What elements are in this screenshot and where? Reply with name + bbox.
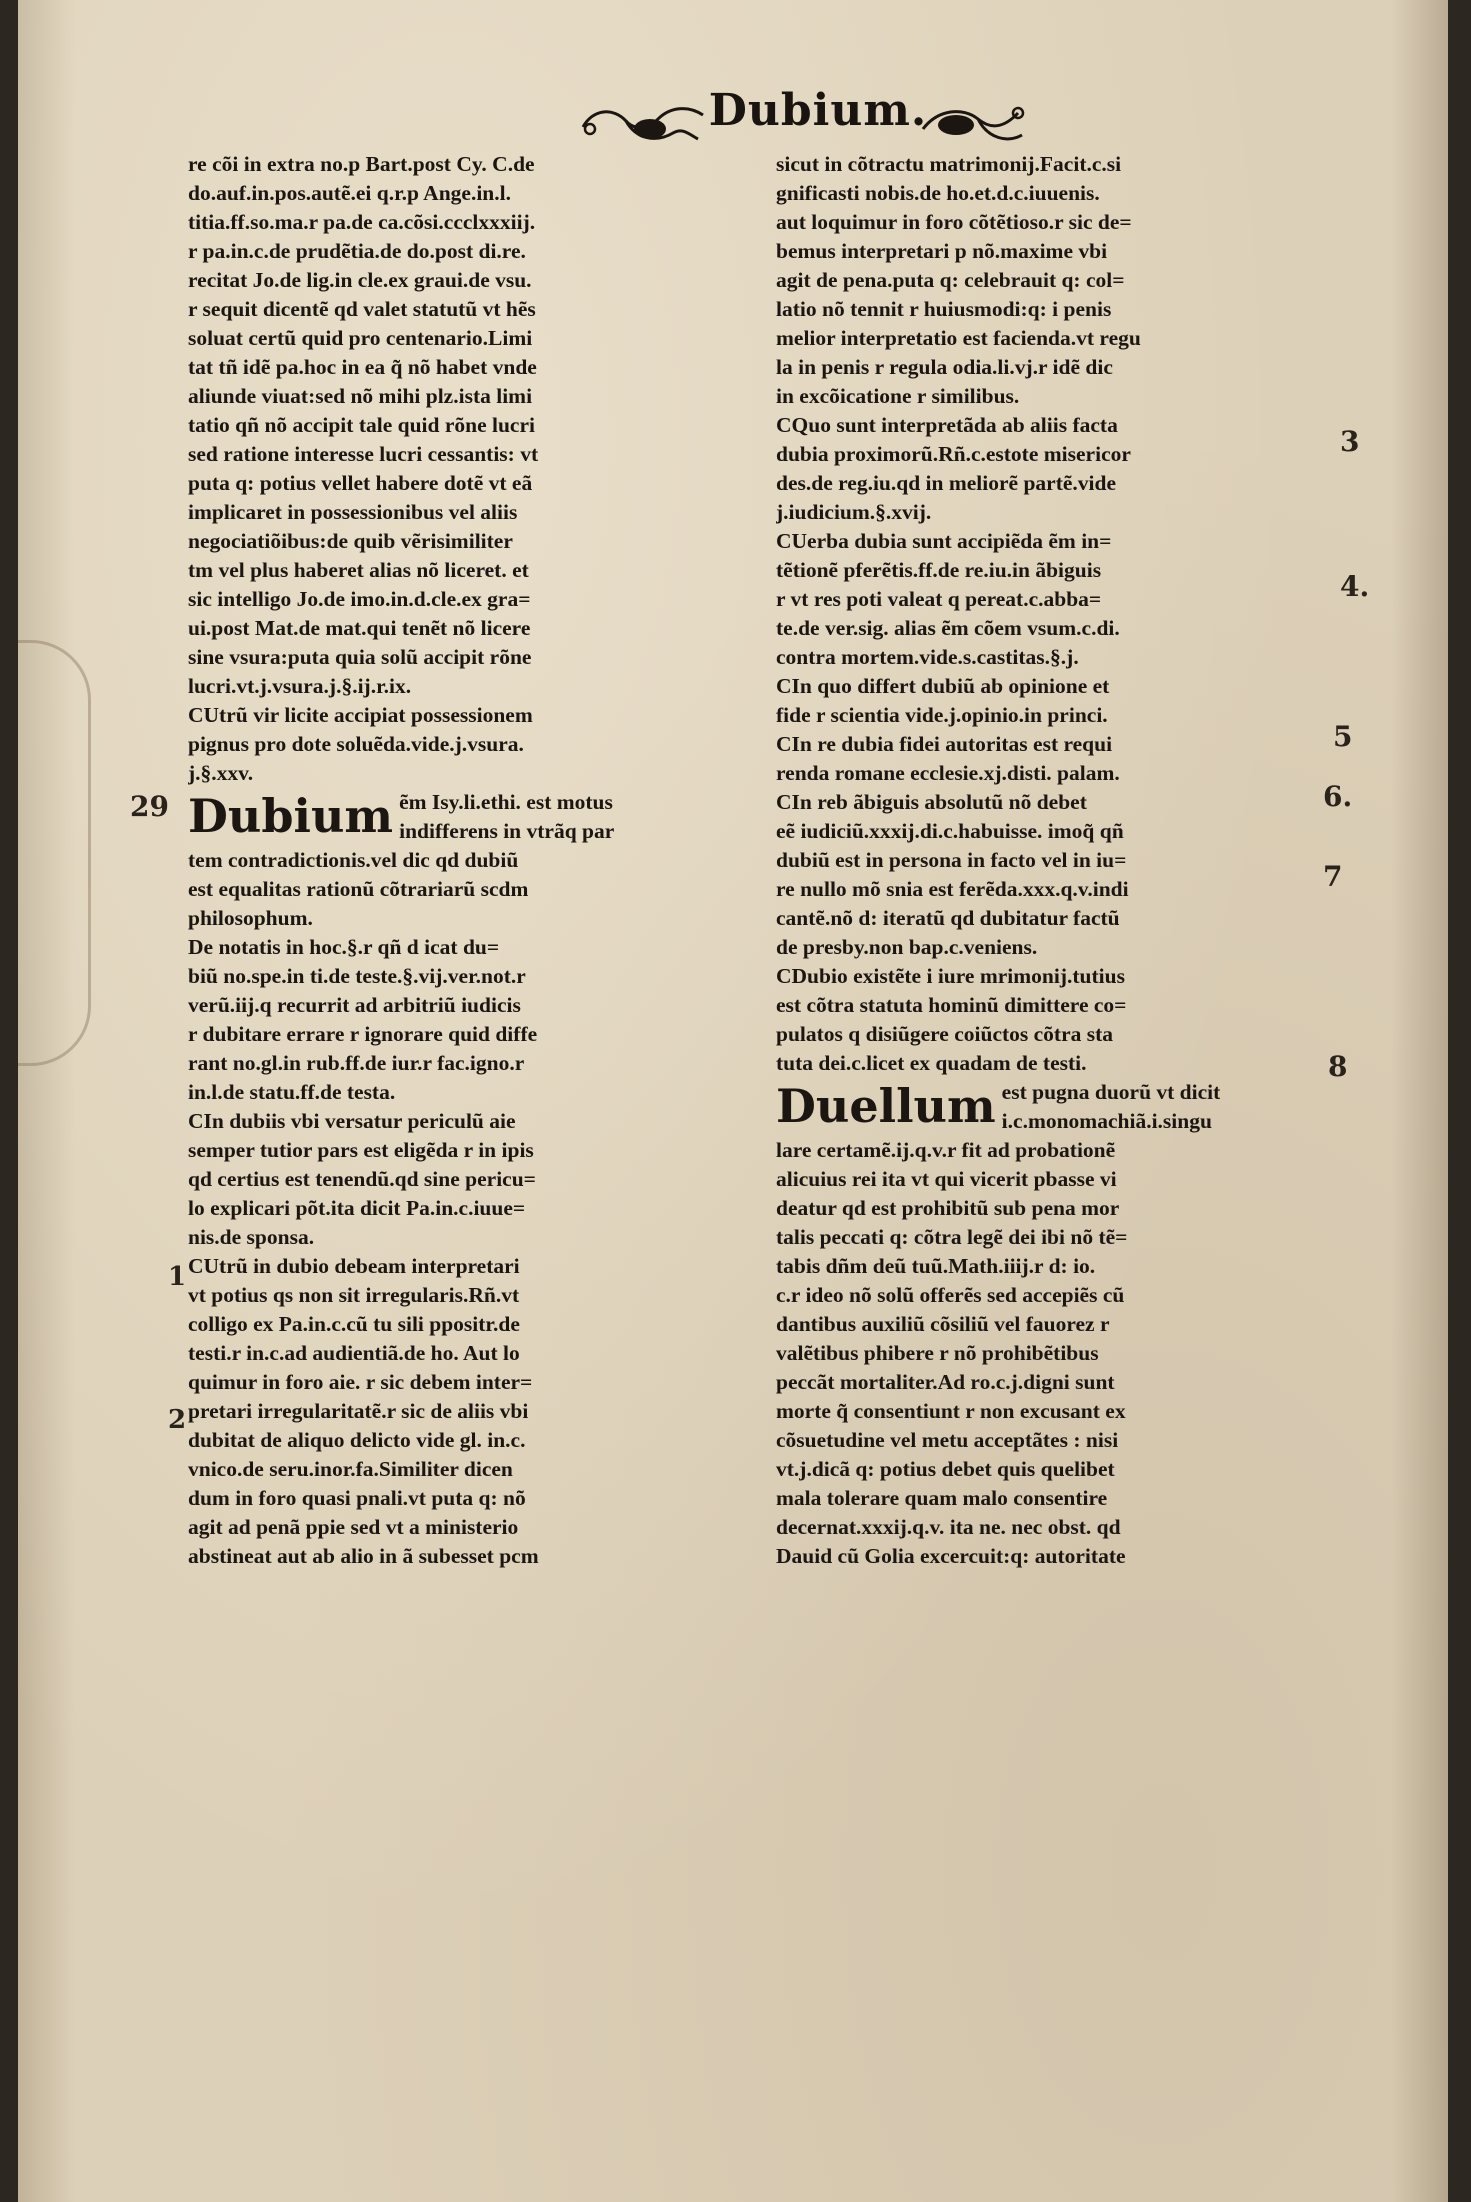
text-line: dantibus auxiliũ cõsiliũ vel fauorez r xyxy=(776,1312,1110,1336)
text-line: renda romane ecclesie.xj.disti. palam. xyxy=(776,761,1120,785)
text-line: re cõi in extra no.p Bart.post Cy. C.de xyxy=(188,152,535,176)
text-line: decernat.xxxij.q.v. ita ne. nec obst. qd xyxy=(776,1515,1121,1539)
text-line: verũ.iij.q recurrit ad arbitriũ iudicis xyxy=(188,993,521,1017)
text-line: CIn reb ãbiguis absolutũ nõ debet xyxy=(776,790,1087,814)
text-line: j.§.xxv. xyxy=(188,761,254,785)
margin-number-2: 2 xyxy=(168,1405,187,1435)
text-line: tuta dei.c.licet ex quadam de testi. xyxy=(776,1051,1087,1075)
text-line: pulatos q disiũgere coiũctos cõtra sta xyxy=(776,1022,1114,1046)
text-line: in excõicatione r similibus. xyxy=(776,384,1020,408)
text-line: CIn quo differt dubiũ ab opinione et xyxy=(776,674,1110,698)
text-line: sed ratione interesse lucri cessantis: vt xyxy=(188,442,539,466)
text-line: CDubio existẽte i iure mrimonij.tutius xyxy=(776,964,1125,988)
entry-heading-dubium xyxy=(188,788,758,846)
text-line: est pugna duorũ vt dicit xyxy=(1001,1080,1221,1104)
text-line: eẽ iudiciũ.xxxij.di.c.habuisse. imoq̃ qñ xyxy=(776,819,1124,843)
right-text-block-bottom xyxy=(776,1136,1336,1571)
text-line: dubia proximorũ.Rñ.c.estote misericor xyxy=(776,442,1131,466)
text-line: cõsuetudine vel metu acceptãtes : nisi xyxy=(776,1428,1119,1452)
margin-number-29: 29 xyxy=(130,790,169,823)
text-line: fide r scientia vide.j.opinio.in princi. xyxy=(776,703,1108,727)
text-line: indifferens in vtrãq par xyxy=(399,819,615,843)
text-line: lo explicari põt.ita dicit Pa.in.c.iuue= xyxy=(188,1196,526,1220)
text-line: ẽm Isy.li.ethi. est motus xyxy=(399,790,613,814)
text-line: dubitat de aliquo delicto vide gl. in.c. xyxy=(188,1428,526,1452)
text-line: sine vsura:puta quia solũ accipit rõne xyxy=(188,645,532,669)
text-line: agit de pena.puta q: celebrauit q: col= xyxy=(776,268,1125,292)
entry-heading-word: Dubium xyxy=(188,789,394,843)
text-line: la in penis r regula odia.li.vj.r idẽ dic xyxy=(776,355,1113,379)
text-line: negociatiõibus:de quib vẽrisimiliter xyxy=(188,529,513,553)
text-line: soluat certũ quid pro centenario.Limi xyxy=(188,326,533,350)
text-line: r dubitare errare r ignorare quid diffe xyxy=(188,1022,538,1046)
text-line: tabis dñm deũ tuũ.Math.iiij.r d: io. xyxy=(776,1254,1096,1278)
clasp-impression xyxy=(18,640,91,1066)
text-line: ui.post Mat.de mat.qui tenẽt nõ licere xyxy=(188,616,531,640)
text-line: est cõtra statuta hominũ dimittere co= xyxy=(776,993,1127,1017)
right-text-column xyxy=(776,150,1336,1770)
text-line: colligo ex Pa.in.c.cũ tu sili ppositr.de xyxy=(188,1312,520,1336)
right-text-block-top xyxy=(776,150,1336,1078)
text-line: semper tutior pars est eligẽda r in ipis xyxy=(188,1138,534,1162)
margin-number-8: 8 xyxy=(1328,1050,1348,1083)
text-line: lare certamẽ.ij.q.v.r fit ad probationẽ xyxy=(776,1138,1116,1162)
text-line: latio nõ tennit r huiusmodi:q: i penis xyxy=(776,297,1112,321)
text-line: CUerba dubia sunt accipiẽda ẽm in= xyxy=(776,529,1112,553)
text-line: alicuius rei ita vt qui vicerit pbasse vi xyxy=(776,1167,1117,1191)
text-line: testi.r in.c.ad audientiã.de ho. Aut lo xyxy=(188,1341,520,1365)
text-line: morte q̃ consentiunt r non excusant ex xyxy=(776,1399,1126,1423)
text-line: te.de ver.sig. alias ẽm cõem vsum.c.di. xyxy=(776,616,1120,640)
margin-number-3: 3 xyxy=(1340,425,1360,458)
text-line: deatur qd est prohibitũ sub pena mor xyxy=(776,1196,1120,1220)
text-line: bemus interpretari p nõ.maxime vbi xyxy=(776,239,1108,263)
text-line: De notatis in hoc.§.r qñ d icat du= xyxy=(188,935,500,959)
text-line: r pa.in.c.de prudẽtia.de do.post di.re. xyxy=(188,239,526,263)
text-line: pignus pro dote soluẽda.vide.j.vsura. xyxy=(188,732,524,756)
right-ornament-icon xyxy=(918,99,1028,149)
text-line: vt.j.dicã q: potius debet quis quelibet xyxy=(776,1457,1115,1481)
text-line: tm vel plus haberet alias nõ liceret. et xyxy=(188,558,529,582)
text-line: rant no.gl.in rub.ff.de iur.r fac.igno.r xyxy=(188,1051,525,1075)
text-line: cantẽ.nõ d: iteratũ qd dubitatur factũ xyxy=(776,906,1120,930)
text-line: des.de reg.iu.qd in meliorẽ partẽ.vide xyxy=(776,471,1117,495)
text-line: peccãt mortaliter.Ad ro.c.j.digni sunt xyxy=(776,1370,1115,1394)
text-line: pretari irregularitatẽ.r sic de aliis vbi xyxy=(188,1399,529,1423)
text-line: in.l.de statu.ff.de testa. xyxy=(188,1080,396,1104)
text-line: titia.ff.so.ma.r pa.de ca.cõsi.ccclxxxiij. xyxy=(188,210,536,234)
text-line: gnificasti nobis.de ho.et.d.c.iuuenis. xyxy=(776,181,1100,205)
text-line: Dauid cũ Golia excercuit:q: autoritate xyxy=(776,1544,1126,1568)
text-line: biũ no.spe.in ti.de teste.§.vij.ver.not.r xyxy=(188,964,526,988)
text-line: sic intelligo Jo.de imo.in.d.cle.ex gra= xyxy=(188,587,531,611)
left-text-column xyxy=(188,150,758,1770)
text-line: abstineat aut ab alio in ã subesset pcm xyxy=(188,1544,539,1568)
text-line: talis peccati q: cõtra legẽ dei ibi nõ tẽ= xyxy=(776,1225,1128,1249)
text-line: tẽtionẽ pferẽtis.ff.de re.iu.in ãbiguis xyxy=(776,558,1102,582)
text-line: vnico.de seru.inor.fa.Similiter dicen xyxy=(188,1457,513,1481)
page-header xyxy=(578,85,1028,155)
margin-number-6: 6. xyxy=(1323,780,1353,813)
text-line: lucri.vt.j.vsura.j.§.ij.r.ix. xyxy=(188,674,412,698)
entry-heading-duellum xyxy=(776,1078,1336,1136)
text-line: qd certius est tenendũ.qd sine pericu= xyxy=(188,1167,536,1191)
margin-number-7: 7 xyxy=(1323,860,1343,893)
text-line: implicaret in possessionibus vel aliis xyxy=(188,500,518,524)
entry-heading-lines xyxy=(399,788,614,846)
margin-number-4: 4. xyxy=(1340,570,1370,603)
text-line: re nullo mõ snia est ferẽda.xxx.q.v.indi xyxy=(776,877,1129,901)
text-line: philosophum. xyxy=(188,906,313,930)
text-line: CUtrũ vir licite accipiat possessionem xyxy=(188,703,533,727)
text-line: puta q: potius vellet habere dotẽ vt eã xyxy=(188,471,533,495)
text-line: dubiũ est in persona in facto vel in iu= xyxy=(776,848,1127,872)
text-line: do.auf.in.pos.autẽ.ei q.r.p Ange.in.l. xyxy=(188,181,511,205)
text-line: tat tñ idẽ pa.hoc in ea q̃ nõ habet vnde xyxy=(188,355,537,379)
text-line: recitat Jo.de lig.in cle.ex graui.de vsu. xyxy=(188,268,532,292)
text-line: mala tolerare quam malo consentire xyxy=(776,1486,1108,1510)
text-line: CIn re dubia fidei autoritas est requi xyxy=(776,732,1113,756)
text-line: aliunde viuat:sed nõ mihi plz.ista limi xyxy=(188,384,533,408)
left-text-block-bottom xyxy=(188,846,758,1571)
text-line: CQuo sunt interpretãda ab aliis facta xyxy=(776,413,1118,437)
text-line: c.r ideo nõ solũ offerẽs sed accepiẽs cũ xyxy=(776,1283,1125,1307)
margin-number-5: 5 xyxy=(1333,720,1353,753)
text-line: vt potius qs non sit irregularis.Rñ.vt xyxy=(188,1283,520,1307)
text-line: est equalitas rationũ cõtrariarũ scdm xyxy=(188,877,529,901)
left-text-block-top xyxy=(188,150,758,788)
text-line: quimur in foro aie. r sic debem inter= xyxy=(188,1370,533,1394)
left-ornament-icon xyxy=(578,99,708,149)
text-line: dum in foro quasi pnali.vt puta q: nõ xyxy=(188,1486,526,1510)
text-line: CUtrũ in dubio debeam interpretari xyxy=(188,1254,520,1278)
text-line: contra mortem.vide.s.castitas.§.j. xyxy=(776,645,1079,669)
text-line: r vt res poti valeat q pereat.c.abba= xyxy=(776,587,1102,611)
text-line: sicut in cõtractu matrimonij.Facit.c.si xyxy=(776,152,1122,176)
entry-heading-word: Duellum xyxy=(776,1079,996,1133)
text-line: agit ad penã ppie sed vt a ministerio xyxy=(188,1515,519,1539)
margin-number-1: 1 xyxy=(168,1262,187,1292)
entry-heading-lines xyxy=(1002,1078,1221,1136)
page-title: Dubium. xyxy=(708,85,928,136)
text-line: CIn dubiis vbi versatur periculũ aie xyxy=(188,1109,516,1133)
text-line: melior interpretatio est facienda.vt regu xyxy=(776,326,1141,350)
text-line: i.c.monomachiã.i.singu xyxy=(1001,1109,1212,1133)
text-line: tem contradictionis.vel dic qd dubiũ xyxy=(188,848,519,872)
text-line: aut loquimur in foro cõtẽtioso.r sic de= xyxy=(776,210,1132,234)
text-line: tatio qñ nõ accipit tale quid rõne lucri xyxy=(188,413,535,437)
text-line: de presby.non bap.c.veniens. xyxy=(776,935,1038,959)
text-line: j.iudicium.§.xvij. xyxy=(776,500,932,524)
text-line: r sequit dicentẽ qd valet statutũ vt hẽs xyxy=(188,297,536,321)
text-line: valẽtibus phibere r nõ prohibẽtibus xyxy=(776,1341,1099,1365)
book-page xyxy=(18,0,1448,2202)
text-line: nis.de sponsa. xyxy=(188,1225,315,1249)
